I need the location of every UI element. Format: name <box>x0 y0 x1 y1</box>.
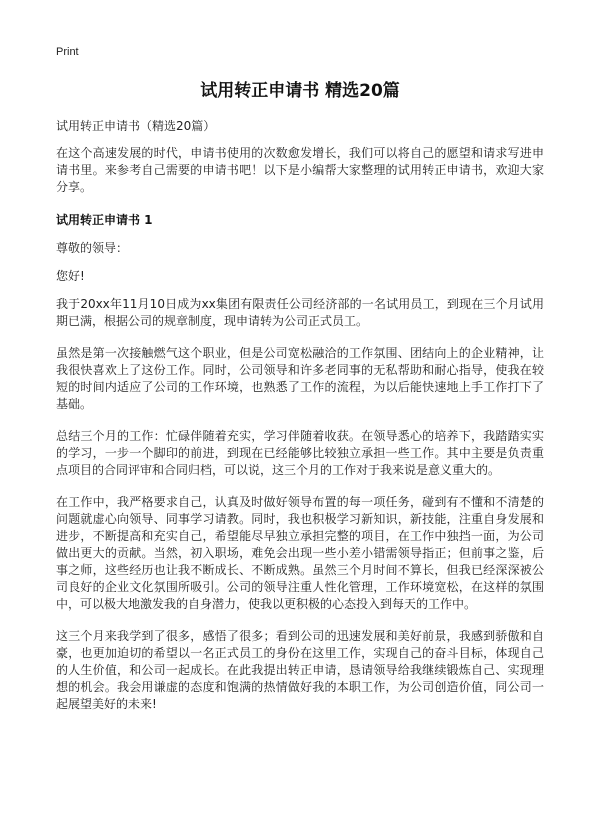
greeting: 您好! <box>56 269 85 283</box>
document-subtitle: 试用转正申请书（精选20篇） <box>56 119 216 133</box>
body-paragraph-4: 在工作中，我严格要求自己，认真及时做好领导布置的每一项任务，碰到有不懂和不清楚的问题就虚心向领导、同事学习请教。同时，我也积极学习新知识，新技能，注重自身发展和进步，不断提高和充实自己，希望能尽早独立承担完整的项目，在工作中独挡一面，为公司做出更大的贡献。当然，初入职场，难免会出现一些小差小错需领导指正；但前事之鉴，后事之师，这些经历也让我不断成长、不断成熟。虽然三个月时间不算长，但我已经深深被公司良好的企业文化氛围所吸引。公司的领导注重人性化管理，工作环境宽松，在这样的氛围中，可以极大地激发我的自身潜力，使我以更积极的心态投入到每天的工作中。 <box>56 495 544 611</box>
body-paragraph-5: 这三个月来我学到了很多，感悟了很多；看到公司的迅速发展和美好前景，我感到骄傲和自豪，也更加迫切的希望以一名正式员工的身份在这里工作，实现自己的奋斗目标，体现自己的人生价值，和公司一起成长。在此我提出转正申请，恳请领导给我继续锻炼自己、实现理想的机会。我会用谦虚的态度和饱满的热情做好我的本职工作，为公司创造价值，同公司一起展望美好的未来! <box>56 629 544 711</box>
section-heading: 试用转正申请书 1 <box>56 213 153 227</box>
print-link[interactable]: Print <box>56 46 79 58</box>
body-paragraph-1: 我于20xx年11月10日成为xx集团有限责任公司经济部的一名试用员工，到现在三个月试用期已满，根据公司的规章制度，现申请转为公司正式员工。 <box>56 297 544 328</box>
page-title: 试用转正申请书 精选20篇 <box>200 81 400 101</box>
intro-paragraph: 在这个高速发展的时代，申请书使用的次数愈发增长，我们可以将自己的愿望和请求写进申请书里。来参考自己需要的申请书吧！以下是小编帮大家整理的试用转正申请书，欢迎大家分享。 <box>56 146 544 194</box>
body-paragraph-3: 总结三个月的工作：忙碌伴随着充实，学习伴随着收获。在领导悉心的培养下，我踏踏实实的学习，一步一个脚印的前进，到现在已经能够比较独立承担一些工作。其中主要是负责重点项目的合同评审和合同归档，可以说，这三个月的工作对于我来说是意义重大的。 <box>56 429 544 477</box>
salutation: 尊敬的领导： <box>56 241 129 255</box>
body-paragraph-2: 虽然是第一次接触燃气这个职业，但是公司宽松融洽的工作氛围、团结向上的企业精神，让我很快喜欢上了这份工作。同时，公司领导和许多老同事的无私帮助和耐心指导，使我在较短的时间内适应了公司的工作环境，也熟悉了工作的流程，为以后能快速地上手工作打下了基础。 <box>56 346 544 411</box>
